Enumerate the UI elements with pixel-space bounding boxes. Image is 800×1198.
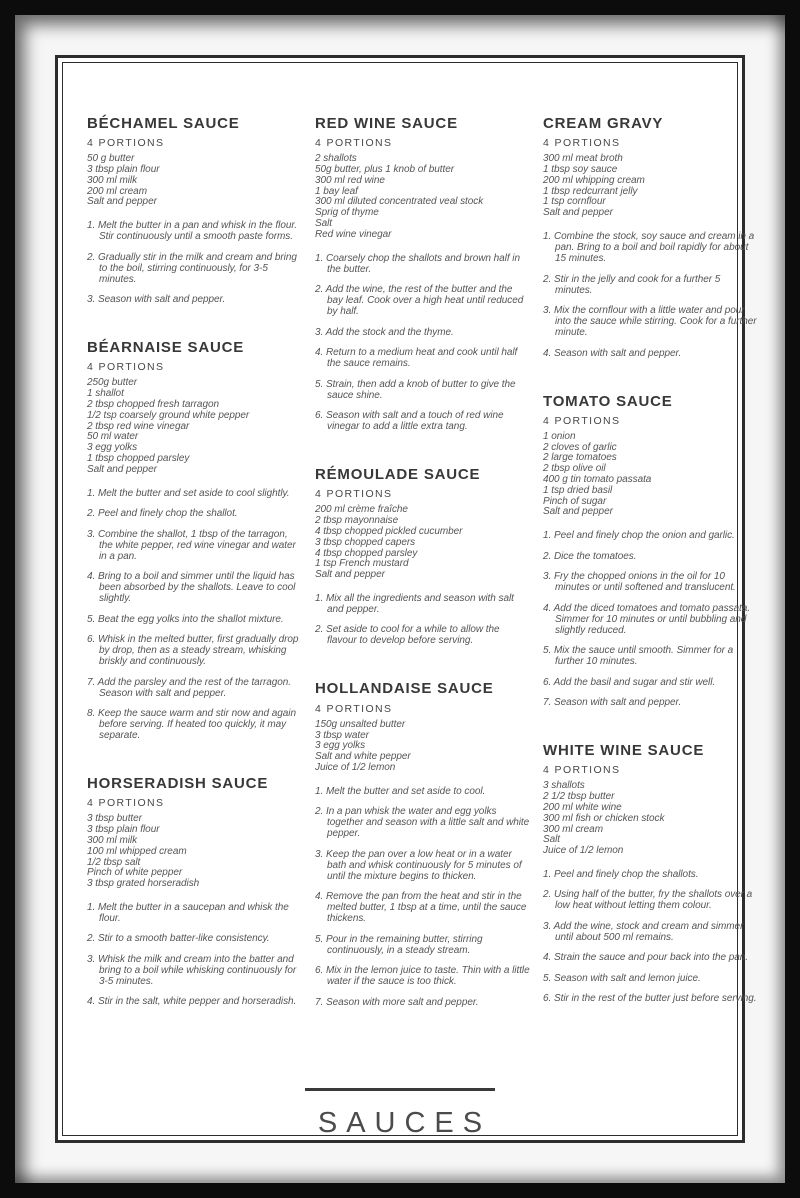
step-item: 5. Strain, then add a knob of butter to give the sauce shine. [315, 378, 516, 401]
ingredient-item: 200 ml whipping cream [543, 174, 645, 186]
ingredient-item: 150g unsalted butter [315, 718, 406, 730]
step-item: 1. Coarsely chop the shallots and brown half in the butter. [315, 252, 520, 275]
step-item: 6. Mix in the lemon juice to taste. Thin with a little water if the sauce is too thick. [315, 965, 530, 988]
portions-label: 4 PORTIONS [87, 361, 165, 374]
step-item: 2. Stir in the jelly and cook for a further 5 minutes. [543, 273, 721, 296]
ingredient-item: 1 tsp cornflour [543, 196, 606, 208]
step-item: 3. Combine the shallot, 1 tbsp of the tarragon, the white pepper, red wine vinegar and water in a pan. [87, 528, 296, 562]
ingredient-list [543, 781, 759, 857]
ingredient-item: 3 tbsp chopped capers [315, 536, 416, 548]
recipe-title: HOLLANDAISE SAUCE [315, 680, 494, 698]
ingredient-item: 300 ml cream [543, 823, 603, 835]
step-item: 7. Add the parsley and the rest of the tarragon. Season with salt and pepper. [87, 676, 292, 699]
ingredient-list [87, 378, 303, 475]
ingredient-item: 50g butter, plus 1 knob of butter [315, 164, 455, 176]
ingredient-item: Salt and pepper [87, 196, 157, 208]
ingredient-item: 3 tbsp plain flour [87, 164, 160, 176]
step-item: 1. Melt the butter and set aside to cool. [315, 785, 486, 797]
ingredient-item: 2 tbsp chopped fresh tarragon [87, 399, 219, 411]
step-item: 6. Whisk in the melted butter, first gradually drop by drop, then as a steady stream, whisking briskly and continuously. [87, 634, 299, 668]
ingredient-item: 1 tsp dried basil [543, 484, 613, 496]
recipe [543, 742, 759, 1004]
step-item: 6. Stir in the rest of the butter just before serving. [543, 993, 757, 1005]
recipe-title: WHITE WINE SAUCE [543, 742, 705, 760]
recipe [87, 115, 303, 305]
footer-divider-rule [305, 1088, 495, 1091]
portions-label: 4 PORTIONS [87, 797, 165, 810]
step-item: 6. Season with salt and a touch of red wine vinegar to add a little extra tang. [315, 410, 504, 433]
ingredient-item: Pinch of white pepper [87, 867, 183, 879]
ingredient-item: 2 1/2 tbsp butter [543, 791, 615, 803]
recipe-title: RÉMOULADE SAUCE [315, 466, 481, 484]
step-list [87, 902, 303, 1008]
step-list [543, 530, 759, 708]
ingredient-item: 2 cloves of garlic [543, 441, 617, 453]
step-item: 5. Mix the sauce until smooth. Simmer for a further 10 minutes. [543, 645, 734, 668]
recipe-columns [87, 115, 757, 1042]
step-item: 3. Season with salt and pepper. [87, 294, 226, 306]
step-item: 3. Keep the pan over a low heat or in a water bath and whisk continuously for 5 minutes of until the mixture begins to thicken. [315, 848, 522, 882]
step-item: 1. Peel and finely chop the onion and garlic. [543, 530, 735, 542]
ingredient-item: Juice of 1/2 lemon [315, 761, 396, 773]
step-list [315, 593, 531, 647]
ingredient-item: 300 ml fish or chicken stock [543, 812, 665, 824]
ingredient-item: Red wine vinegar [315, 228, 392, 240]
recipe-title: CREAM GRAVY [543, 115, 664, 132]
ingredient-item: Sprig of thyme [315, 207, 379, 219]
ingredient-item: 100 ml whipped cream [87, 845, 187, 857]
recipe [87, 775, 303, 1007]
step-item: 2. Dice the tomatoes. [543, 550, 637, 562]
portions-label: 4 PORTIONS [87, 137, 165, 150]
recipe-column-right [543, 115, 759, 1042]
recipe-title: TOMATO SAUCE [543, 392, 673, 410]
ingredient-item: 4 tbsp chopped pickled cucumber [315, 525, 463, 537]
ingredient-list [87, 154, 303, 208]
step-item: 5. Pour in the remaining butter, stirring continuously, in a steady stream. [315, 933, 483, 956]
ingredient-item: 3 tbsp butter [87, 813, 142, 825]
ingredient-item: Juice of 1/2 lemon [543, 845, 624, 857]
step-item: 2. Gradually stir in the milk and cream and bring to the boil, stirring continuously, for 3-5 minutes. [87, 251, 297, 285]
step-item: 3. Add the stock and the thyme. [315, 326, 454, 338]
ingredient-item: Salt [543, 834, 561, 846]
recipe-title: HORSERADISH SAUCE [87, 775, 269, 793]
step-item: 1. Mix all the ingredients and season with salt and pepper. [315, 592, 514, 615]
ingredient-item: 1/2 tbsp salt [87, 856, 141, 868]
ingredient-item: 1 tbsp redcurrant jelly [543, 185, 638, 197]
ingredient-item: 300 ml meat broth [543, 153, 623, 165]
ingredient-item: 2 large tomatoes [543, 452, 617, 464]
ingredient-item: 400 g tin tomato passata [543, 473, 652, 485]
step-list [543, 869, 759, 1005]
step-item: 2. Stir to a smooth batter-like consistency. [87, 933, 270, 945]
step-item: 2. Set aside to cool for a while to allow the flavour to develop before serving. [315, 624, 500, 647]
portions-label: 4 PORTIONS [543, 137, 621, 150]
step-list [315, 786, 531, 1008]
step-item: 4. Season with salt and pepper. [543, 347, 682, 359]
ingredient-item: 3 tbsp grated horseradish [87, 878, 200, 890]
step-list [543, 231, 759, 359]
ingredient-item: 2 tbsp olive oil [543, 463, 606, 475]
step-item: 4. Add the diced tomatoes and tomato passata. Simmer for 10 minutes or until bubbling and slightly reduced. [543, 602, 750, 636]
step-item: 7. Season with salt and pepper. [543, 697, 682, 709]
step-item: 2. Using half of the butter, fry the shallots over a low heat without letting them colour. [543, 889, 753, 912]
ingredient-item: 2 tbsp red wine vinegar [87, 420, 190, 432]
ingredient-item: 250g butter [87, 377, 138, 389]
ingredient-item: 1 onion [543, 430, 576, 442]
ingredient-list [543, 154, 759, 219]
portions-label: 4 PORTIONS [315, 137, 393, 150]
ingredient-item: Salt and white pepper [315, 751, 411, 763]
ingredient-item: 3 shallots [543, 780, 585, 792]
step-item: 3. Add the wine, stock and cream and simmer until about 500 ml remains. [543, 920, 744, 943]
ingredient-item: Salt and pepper [543, 506, 613, 518]
recipe-column-middle [315, 115, 531, 1042]
ingredient-item: 200 ml crème fraîche [315, 504, 408, 516]
recipe [543, 115, 759, 359]
step-item: 1. Melt the butter in a saucepan and whisk the flour. [87, 901, 289, 924]
recipe-column-left [87, 115, 303, 1042]
step-list [87, 220, 303, 305]
ingredient-item: 1 tbsp chopped parsley [87, 453, 190, 465]
ingredient-item: 50 g butter [87, 153, 135, 165]
recipe [315, 466, 531, 646]
ingredient-item: 50 ml water [87, 431, 139, 443]
step-item: 1. Peel and finely chop the shallots. [543, 868, 699, 880]
poster-title: SAUCES [317, 1107, 492, 1139]
recipe-title: BÉCHAMEL SAUCE [87, 115, 240, 132]
ingredient-item: 1/2 tsp coarsely ground white pepper [87, 409, 250, 421]
poster-mat [15, 15, 785, 1183]
ingredient-item: 300 ml red wine [315, 174, 385, 186]
step-item: 2. Add the wine, the rest of the butter and the bay leaf. Cook over a high heat until reduced by half. [315, 284, 524, 318]
ingredient-list [315, 720, 531, 774]
ingredient-list [543, 432, 759, 518]
step-item: 1. Melt the butter and set aside to cool slightly. [87, 487, 290, 499]
ingredient-item: 1 tbsp soy sauce [543, 164, 618, 176]
ingredient-item: 1 tsp French mustard [315, 558, 409, 570]
step-item: 2. In a pan whisk the water and egg yolks together and season with a little salt and white pepper. [315, 806, 530, 840]
poster-sheet-inner-border [62, 62, 757, 1139]
step-item: 5. Beat the egg yolks into the shallot mixture. [87, 613, 284, 625]
ingredient-item: 3 tbsp plain flour [87, 824, 160, 836]
ingredient-item: 2 shallots [315, 153, 357, 165]
poster-sheet-outer-border [55, 55, 757, 1143]
ingredient-item: 1 shallot [87, 388, 124, 400]
recipe [87, 339, 303, 741]
step-item: 4. Stir in the salt, white pepper and horseradish. [87, 996, 297, 1008]
ingredient-list [315, 505, 531, 581]
ingredient-item: Salt and pepper [87, 463, 157, 475]
step-item: 4. Strain the sauce and pour back into the pan. [543, 952, 749, 964]
step-item: 4. Return to a medium heat and cook until half the sauce remains. [315, 347, 518, 370]
portions-label: 4 PORTIONS [543, 414, 621, 427]
ingredient-item: 2 tbsp mayonnaise [315, 515, 399, 527]
ingredient-item: Salt and pepper [315, 569, 385, 581]
ingredient-item: 3 egg yolks [87, 442, 138, 454]
recipe [315, 115, 531, 432]
step-item: 1. Combine the stock, soy sauce and cream in a pan. Bring to a boil and boil rapidly for about 15 minutes. [543, 231, 755, 265]
step-item: 7. Season with more salt and pepper. [315, 996, 479, 1008]
ingredient-list [87, 814, 303, 890]
ingredient-item: 300 ml milk [87, 835, 138, 846]
ingredient-item: 4 tbsp chopped parsley [315, 547, 418, 559]
ingredient-item: 300 ml milk [87, 174, 138, 186]
portions-label: 4 PORTIONS [315, 702, 393, 715]
step-item: 3. Fry the chopped onions in the oil for 10 minutes or until softened and translucent. [543, 571, 736, 594]
step-list [315, 253, 531, 433]
step-list [87, 488, 303, 742]
recipe [315, 680, 531, 1007]
step-item: 4. Remove the pan from the heat and stir in the melted butter, 1 tbsp at a time, until the sauce thickens. [315, 891, 527, 925]
poster-footer [63, 1088, 737, 1140]
ingredient-item: Salt and pepper [543, 207, 613, 219]
step-item: 8. Keep the sauce warm and stir now and again before serving. If heated too quickly, it may separate. [87, 708, 296, 742]
recipe-title: BÉARNAISE SAUCE [87, 339, 245, 357]
ingredient-item: 200 ml cream [87, 185, 147, 197]
ingredient-item: 200 ml white wine [543, 802, 622, 813]
portions-label: 4 PORTIONS [315, 488, 393, 501]
ingredient-item: Pinch of sugar [543, 495, 607, 507]
step-item: 5. Season with salt and lemon juice. [543, 972, 701, 984]
step-item: 1. Melt the butter in a pan and whisk in the flour. Stir continuously until a smooth paste forms. [87, 220, 297, 243]
step-item: 2. Peel and finely chop the shallot. [87, 508, 238, 520]
ingredient-item: 3 tbsp water [315, 729, 369, 741]
portions-label: 4 PORTIONS [543, 764, 621, 777]
ingredient-item: 3 egg yolks [315, 740, 366, 752]
recipe [543, 393, 759, 709]
ingredient-item: 1 bay leaf [315, 185, 358, 197]
ingredient-list [315, 154, 531, 240]
ingredient-item: Salt [315, 218, 333, 230]
step-item: 3. Mix the cornflour with a little water and pour into the sauce while stirring. Cook for a further minute. [543, 305, 757, 339]
step-item: 4. Bring to a boil and simmer until the liquid has been absorbed by the shallots. Leave to cool slightly. [87, 571, 296, 605]
poster-content [63, 63, 757, 1139]
step-item: 6. Add the basil and sugar and stir well. [543, 676, 716, 688]
step-item: 3. Whisk the milk and cream into the batter and bring to a boil while whisking continuously for 3-5 minutes. [87, 953, 297, 987]
ingredient-item: 300 ml diluted concentrated veal stock [315, 196, 484, 208]
recipe-title: RED WINE SAUCE [315, 115, 458, 132]
